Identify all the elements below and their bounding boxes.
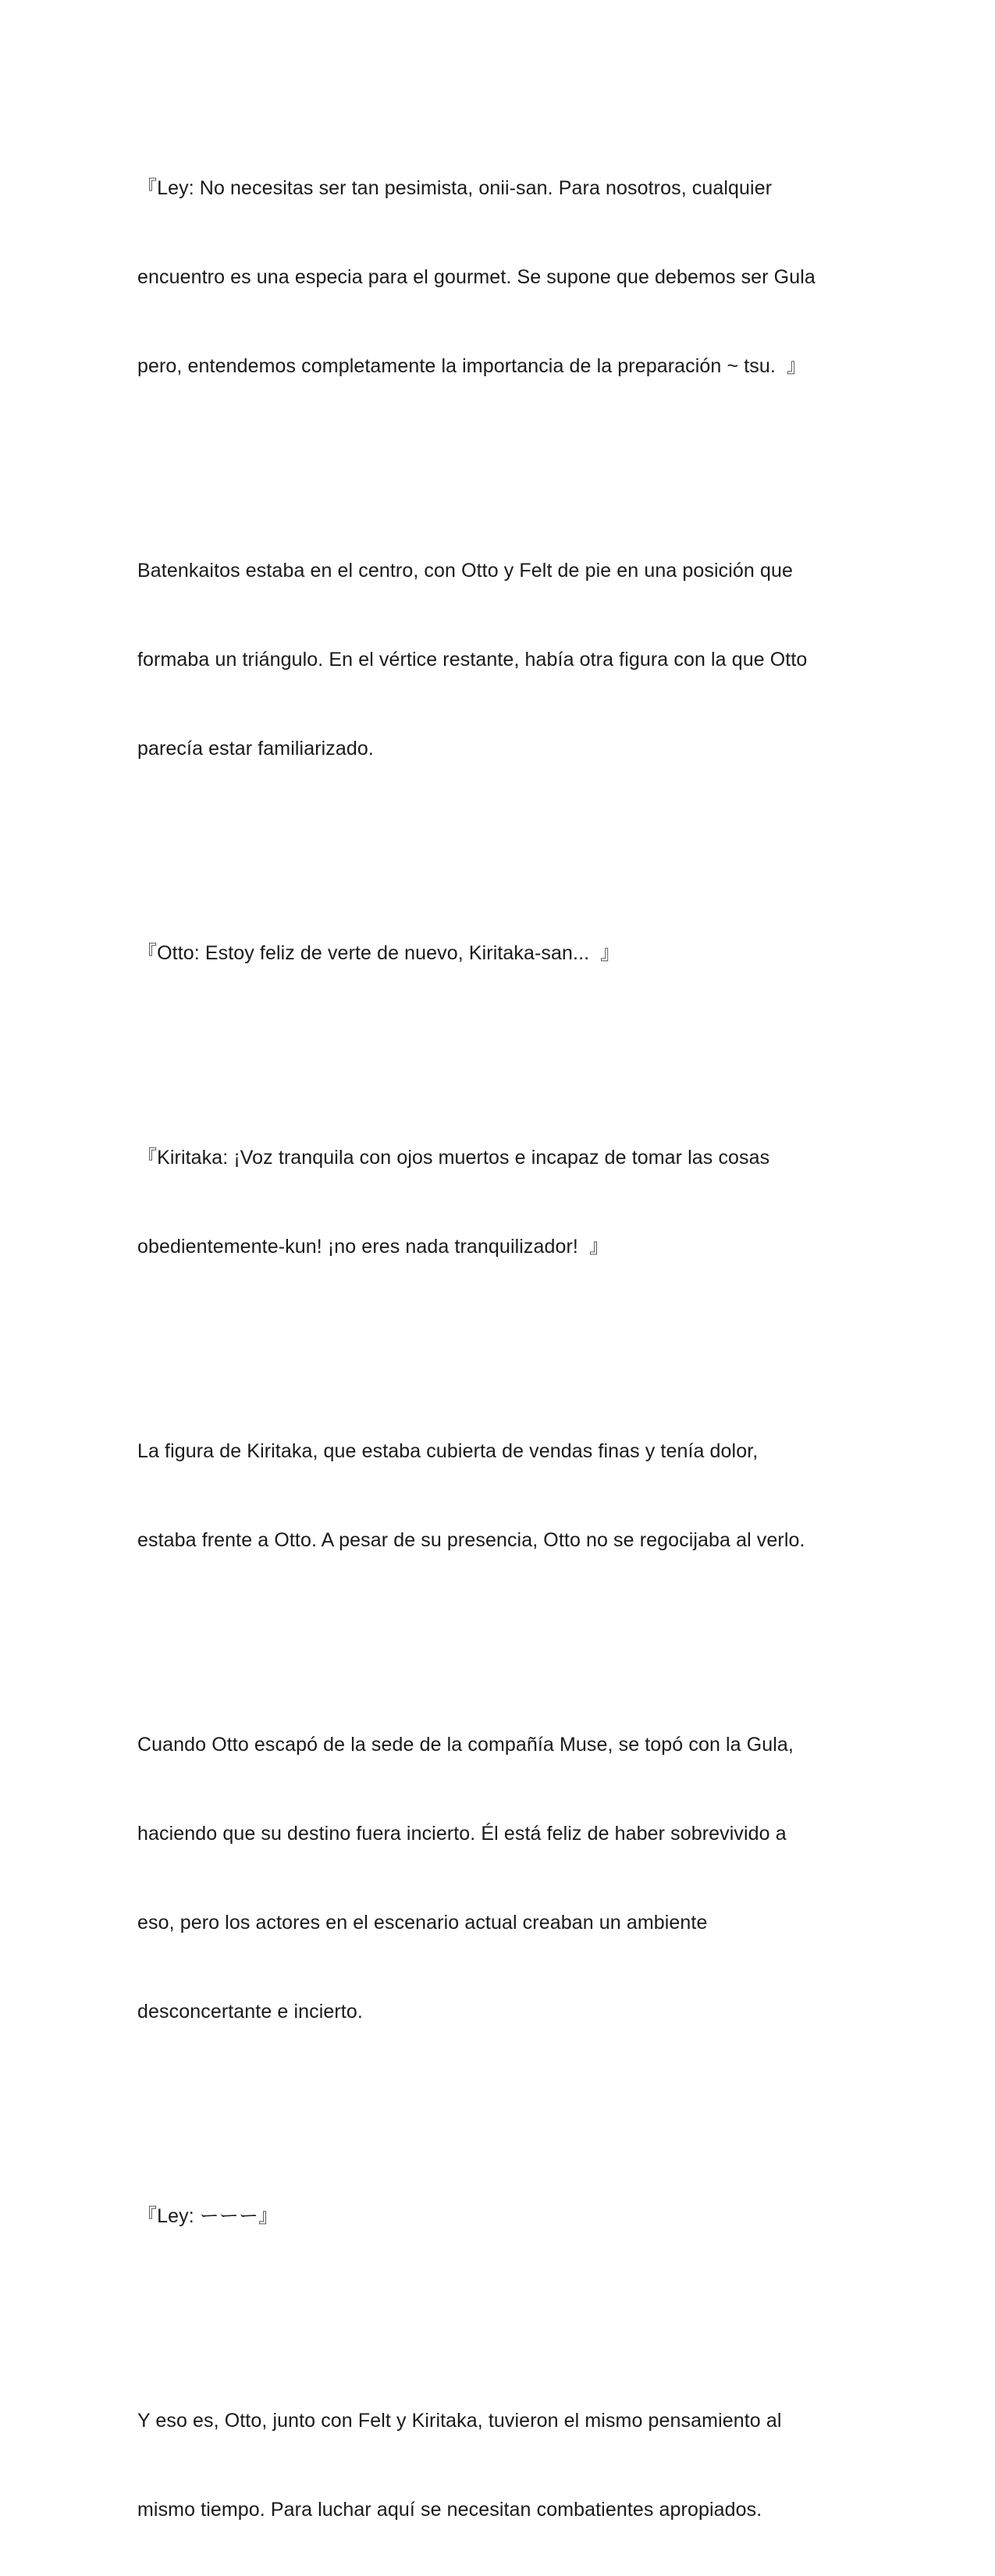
text-line: Batenkaitos estaba en el centro, con Otto y Felt de pie en una posición que [137,560,793,582]
text-line: eso, pero los actores en el escenario actual creaban un ambiente [137,1912,708,1934]
paragraph-narration-combatants [137,2347,871,2576]
paragraph-spacer [137,1321,871,1377]
paragraph-ley-dialogue-1 [137,114,871,440]
paragraph-spacer [137,2086,871,2142]
text-line: estaba frente a Otto. A pesar de su presencia, Otto no se regocijaba al verlo. [137,1529,805,1551]
paragraph-narration-kiritaka [137,1377,871,1614]
paragraph-kiritaka-dialogue [137,1083,871,1321]
paragraph-spacer [137,1614,871,1670]
text-line: obedientemente-kun! ¡no eres nada tranquilizador! 』 [137,1236,609,1258]
document-body [137,114,871,2576]
paragraph-narration-escape [137,1670,871,2086]
text-line: pero, entendemos completamente la importancia de la preparación ~ tsu. 』 [137,355,807,377]
text-line: 『Ley: No necesitas ser tan pesimista, onii-san. Para nosotros, cualquier [137,177,773,199]
text-line: formaba un triángulo. En el vértice restante, había otra figura con la que Otto [137,649,808,671]
text-line: parecía estar familiarizado. [137,738,374,760]
paragraph-spacer [137,2290,871,2347]
paragraph-spacer [137,823,871,879]
paragraph-spacer [137,440,871,496]
text-line: encuentro es una especia para el gourmet. Se supone que debemos ser Gula [137,266,816,288]
text-line: haciendo que su destino fuera incierto. Él está feliz de haber sobrevivido a [137,1823,787,1845]
text-line: 『Otto: Estoy feliz de verte de nuevo, Kiritaka-san... 』 [137,942,620,964]
text-line: mismo tiempo. Para luchar aquí se necesitan combatientes apropiados. [137,2499,762,2521]
text-line: desconcertante e incierto. [137,2001,363,2023]
paragraph-spacer [137,1027,871,1083]
paragraph-ley-dialogue-2 [137,2142,871,2290]
paragraph-narration-triangle [137,496,871,823]
text-line: Y eso es, Otto, junto con Felt y Kiritaka, tuvieron el mismo pensamiento al [137,2410,782,2432]
paragraph-otto-dialogue [137,879,871,1027]
text-line: La figura de Kiritaka, que estaba cubierta de vendas finas y tenía dolor, [137,1440,759,1462]
text-line: 『Kiritaka: ¡Voz tranquila con ojos muertos e incapaz de tomar las cosas [137,1147,770,1169]
text-line: Cuando Otto escapó de la sede de la compañía Muse, se topó con la Gula, [137,1734,794,1756]
text-line: 『Ley: ーーー』 [137,2205,279,2227]
